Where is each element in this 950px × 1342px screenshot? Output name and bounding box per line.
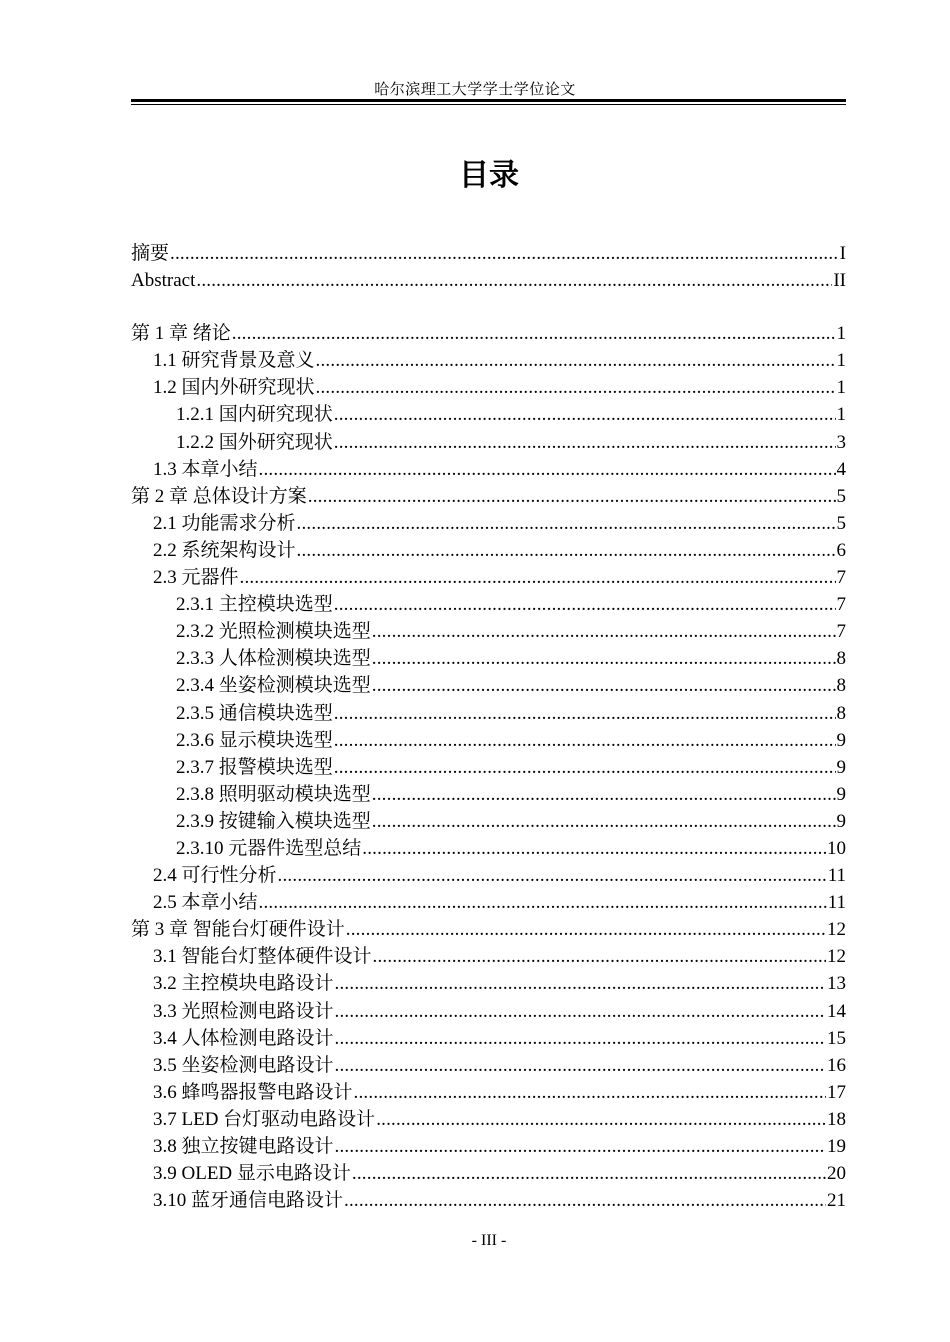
toc-entry-page: 11 <box>827 865 846 887</box>
toc-entry-page: 1 <box>836 350 846 372</box>
toc-dot-leader <box>335 970 826 997</box>
toc-entry-page: 15 <box>827 1027 846 1049</box>
toc-entry-page: 12 <box>827 919 846 941</box>
toc-entry[interactable] <box>131 429 846 456</box>
toc-entry[interactable] <box>131 1187 846 1214</box>
toc-entry-page: 8 <box>836 648 846 670</box>
toc-entry[interactable] <box>131 998 846 1025</box>
toc-entry-page: 9 <box>836 783 846 805</box>
toc-entry[interactable] <box>131 591 846 618</box>
header-rule-thin <box>131 104 846 105</box>
toc-title: 目录 <box>459 158 519 193</box>
toc-entry[interactable] <box>131 1160 846 1187</box>
toc-entry-page: 17 <box>827 1081 846 1103</box>
toc-dot-leader <box>354 1079 826 1106</box>
toc-entry-page: 9 <box>836 810 846 832</box>
toc-dot-leader <box>278 862 827 889</box>
toc-entry-label: 2.3.8 照明驱动模块选型 <box>176 783 371 805</box>
toc-entry-page: 11 <box>827 892 846 914</box>
toc-entry[interactable] <box>131 970 846 997</box>
toc-entry-page: 4 <box>836 458 846 480</box>
toc-entry[interactable] <box>131 564 846 591</box>
toc-list <box>131 240 846 1214</box>
toc-dot-leader <box>334 591 836 618</box>
toc-entry-page: 20 <box>827 1163 846 1185</box>
toc-entry-label: 2.1 功能需求分析 <box>153 512 296 534</box>
toc-entry-label: 3.8 独立按键电路设计 <box>153 1136 334 1157</box>
toc-dot-leader <box>334 727 836 754</box>
toc-dot-leader <box>316 347 836 374</box>
toc-entry-page: 18 <box>827 1108 846 1130</box>
toc-entry-label: 3.6 蜂鸣器报警电路设计 <box>153 1081 353 1103</box>
toc-entry-page: 1 <box>836 404 846 426</box>
toc-entry-page: I <box>839 243 846 264</box>
toc-dot-leader <box>334 700 836 727</box>
toc-entry[interactable] <box>131 374 846 401</box>
toc-entry[interactable] <box>131 700 846 727</box>
toc-entry[interactable] <box>131 537 846 564</box>
toc-entry-label: 2.3 元器件 <box>153 567 239 589</box>
toc-dot-leader <box>362 835 826 862</box>
toc-entry[interactable] <box>131 401 846 428</box>
toc-entry[interactable] <box>131 320 846 347</box>
toc-dot-leader <box>344 1187 826 1214</box>
toc-entry-page: 16 <box>827 1054 846 1076</box>
toc-entry-page: 7 <box>836 567 846 589</box>
toc-dot-leader <box>335 998 826 1025</box>
toc-entry-label: 1.3 本章小结 <box>153 458 258 480</box>
toc-dot-leader <box>232 320 836 347</box>
toc-entry-label: 2.3.6 显示模块选型 <box>176 729 333 751</box>
toc-entry[interactable] <box>131 267 846 294</box>
toc-entry-label: 3.2 主控模块电路设计 <box>153 973 334 995</box>
toc-dot-leader <box>334 401 836 428</box>
toc-entry-label: 2.3.2 光照检测模块选型 <box>176 621 371 643</box>
toc-entry-page: 7 <box>836 621 846 643</box>
toc-entry-page: 9 <box>836 756 846 778</box>
toc-entry[interactable] <box>131 1079 846 1106</box>
toc-entry-label: 3.1 智能台灯整体硬件设计 <box>153 946 372 968</box>
toc-entry[interactable] <box>131 1025 846 1052</box>
toc-entry-label: 2.3.1 主控模块选型 <box>176 594 333 616</box>
toc-entry-label: 3.9 OLED 显示电路设计 <box>153 1163 351 1185</box>
toc-entry-page: 10 <box>827 837 846 859</box>
toc-entry-page: 21 <box>827 1190 846 1212</box>
toc-entry[interactable] <box>131 727 846 754</box>
toc-entry[interactable] <box>131 510 846 537</box>
toc-entry[interactable] <box>131 1133 846 1160</box>
toc-entry[interactable] <box>131 347 846 374</box>
toc-entry[interactable] <box>131 943 846 970</box>
toc-entry[interactable] <box>131 645 846 672</box>
toc-entry-label: 3.5 坐姿检测电路设计 <box>153 1054 334 1076</box>
toc-entry-page: 1 <box>836 377 846 399</box>
toc-entry-label: 2.3.7 报警模块选型 <box>176 756 333 778</box>
toc-entry[interactable] <box>131 456 846 483</box>
toc-entry-label: 2.3.10 元器件选型总结 <box>176 837 362 859</box>
toc-entry[interactable] <box>131 916 846 943</box>
toc-entry-label: 3.7 LED 台灯驱动电路设计 <box>153 1108 376 1130</box>
toc-entry-page: 12 <box>827 946 846 968</box>
toc-dot-leader <box>297 510 836 537</box>
toc-dot-leader <box>346 916 826 943</box>
toc-entry-page: 3 <box>836 431 846 453</box>
toc-dot-leader <box>335 1025 826 1052</box>
toc-dot-leader <box>334 754 836 781</box>
toc-entry-label: 2.3.4 坐姿检测模块选型 <box>176 675 371 697</box>
toc-entry-label: 3.10 蓝牙通信电路设计 <box>153 1190 344 1212</box>
toc-entry-page: 5 <box>836 512 846 534</box>
toc-entry-page: 6 <box>836 539 846 561</box>
toc-entry[interactable] <box>131 618 846 645</box>
toc-dot-leader <box>259 456 836 483</box>
toc-entry[interactable] <box>131 483 846 510</box>
toc-entry-page: 13 <box>827 973 846 995</box>
toc-dot-leader <box>335 1052 826 1079</box>
toc-entry-label: 2.4 可行性分析 <box>153 865 277 887</box>
toc-entry-page: 19 <box>827 1136 846 1157</box>
toc-dot-leader <box>335 1133 826 1160</box>
toc-entry-label: 2.2 系统架构设计 <box>153 539 296 561</box>
toc-entry-label: 3.4 人体检测电路设计 <box>153 1027 334 1049</box>
toc-dot-leader <box>334 429 836 456</box>
page-number: - III - <box>471 1232 507 1249</box>
toc-dot-leader <box>373 943 826 970</box>
toc-entry-label: 第 3 章 智能台灯硬件设计 <box>131 919 345 941</box>
running-header: 哈尔滨理工大学学士学位论文 <box>374 82 576 98</box>
toc-entry[interactable] <box>131 240 846 267</box>
toc-entry-label: 2.3.5 通信模块选型 <box>176 702 333 724</box>
toc-entry-label: 2.5 本章小结 <box>153 892 258 914</box>
toc-entry[interactable] <box>131 754 846 781</box>
toc-dot-leader <box>372 672 836 699</box>
toc-entry-page: 14 <box>827 1000 846 1022</box>
toc-entry-label: 第 1 章 绪论 <box>131 323 231 345</box>
toc-dot-leader <box>316 374 836 401</box>
toc-entry-label: 1.1 研究背景及意义 <box>153 350 315 372</box>
toc-entry[interactable] <box>131 835 846 862</box>
toc-entry-page: 8 <box>836 702 846 724</box>
toc-entry-label: 2.3.9 按键输入模块选型 <box>176 810 371 832</box>
toc-entry-label: 3.3 光照检测电路设计 <box>153 1000 334 1022</box>
toc-entry-label: 2.3.3 人体检测模块选型 <box>176 648 371 670</box>
toc-entry-page: 8 <box>836 675 846 697</box>
toc-entry-label: 1.2.2 国外研究现状 <box>176 431 333 453</box>
toc-entry-label: 1.2 国内外研究现状 <box>153 377 315 399</box>
toc-dot-leader <box>352 1160 826 1187</box>
toc-entry[interactable] <box>131 781 846 808</box>
toc-dot-leader <box>240 564 836 591</box>
toc-entry-page: 9 <box>836 729 846 751</box>
toc-dot-leader <box>372 618 836 645</box>
toc-dot-leader <box>308 483 836 510</box>
toc-entry[interactable] <box>131 1106 846 1133</box>
toc-dot-leader <box>372 645 836 672</box>
toc-entry-label: 摘要 <box>131 243 170 264</box>
toc-dot-leader <box>376 1106 826 1133</box>
toc-dot-leader <box>297 537 836 564</box>
toc-entry[interactable] <box>131 672 846 699</box>
toc-entry-page: II <box>833 270 846 292</box>
toc-dot-leader <box>259 889 827 916</box>
toc-entry-label: 第 2 章 总体设计方案 <box>131 485 307 507</box>
toc-dot-leader <box>372 808 836 835</box>
toc-entry-page: 7 <box>836 594 846 616</box>
toc-entry[interactable] <box>131 1052 846 1079</box>
toc-entry-page: 1 <box>836 323 846 345</box>
toc-entry-page: 5 <box>836 485 846 507</box>
toc-dot-leader <box>170 240 839 267</box>
header-rule-thick <box>131 99 846 102</box>
toc-entry[interactable] <box>131 862 846 889</box>
toc-entry-label: 1.2.1 国内研究现状 <box>176 404 333 426</box>
toc-entry-label: Abstract <box>131 270 196 292</box>
toc-entry[interactable] <box>131 808 846 835</box>
toc-dot-leader <box>196 267 832 294</box>
toc-dot-leader <box>372 781 836 808</box>
toc-entry[interactable] <box>131 889 846 916</box>
